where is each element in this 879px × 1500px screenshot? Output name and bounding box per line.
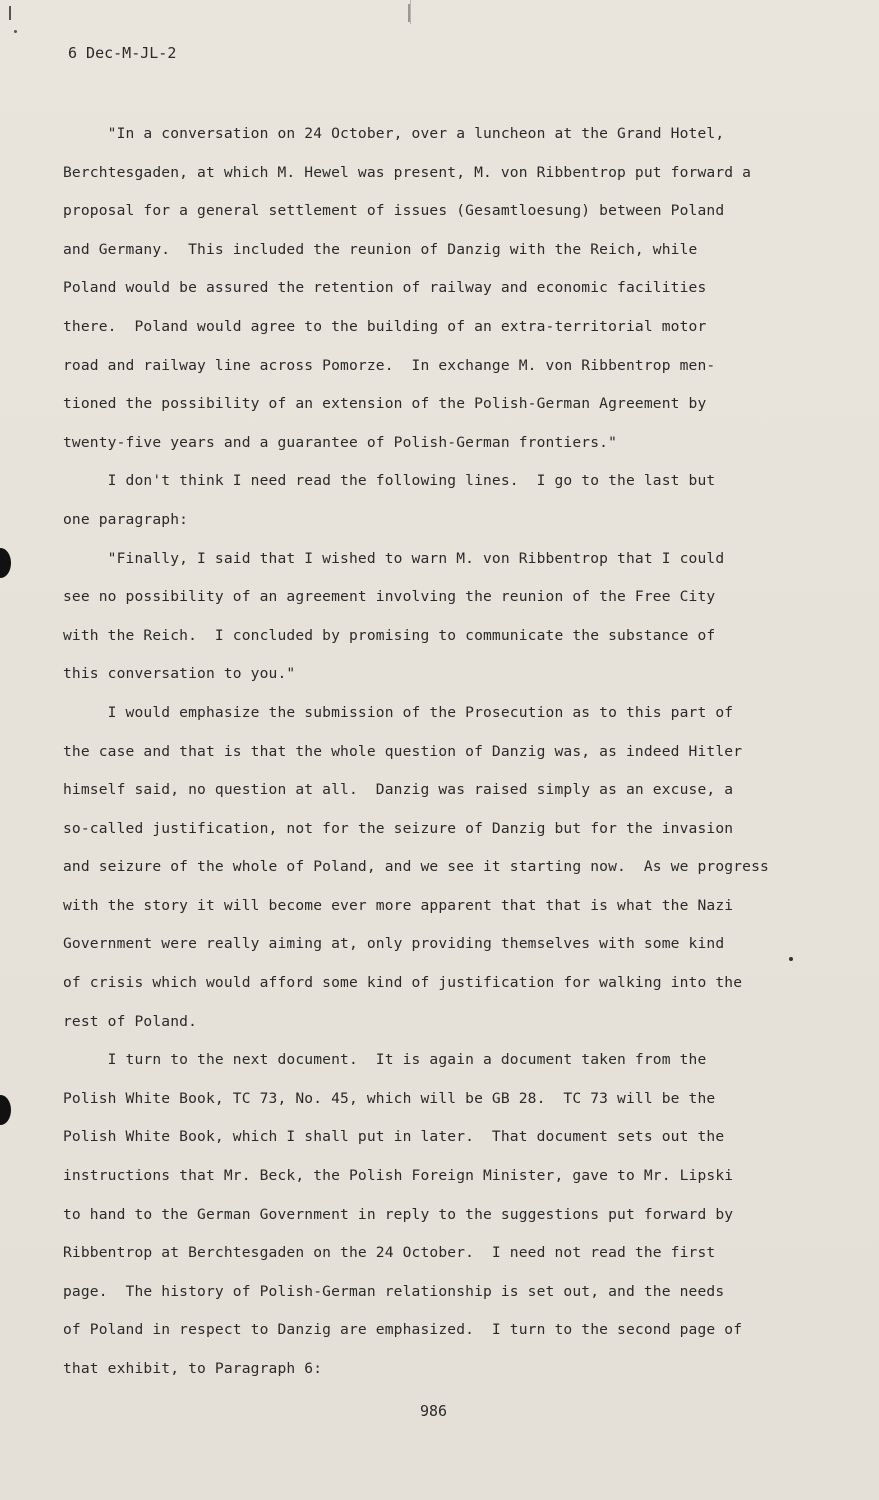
text-line: there. Poland would agree to the building of an extra-territorial motor [63,317,707,335]
text-line: so-called justification, not for the seizure of Danzig but for the invasion [63,819,734,837]
text-line: to hand to the German Government in reply to the suggestions put forward by [63,1205,734,1223]
margin-dot [14,30,17,33]
text-line: with the Reich. I concluded by promising to communicate the substance of [63,626,716,644]
text-line: I don't think I need read the following lines. I go to the last but [63,472,716,490]
text-line: Ribbentrop at Berchtesgaden on the 24 October. I need not read the first [63,1244,716,1262]
text-line: with the story it will become ever more apparent that that is what the Nazi [63,896,734,914]
text-line: the case and that is that the whole question of Danzig was, as indeed Hitler [63,742,743,760]
text-line: "Finally, I said that I wished to warn M. von Ribbentrop that I could [63,549,725,567]
text-line: page. The history of Polish-German relationship is set out, and the needs [63,1282,725,1300]
text-line: Government were really aiming at, only providing themselves with some kind [63,935,725,953]
text-line: that exhibit, to Paragraph 6: [63,1360,323,1377]
text-line: himself said, no question at all. Danzig was raised simply as an excuse, a [63,781,734,799]
text-line: "In a conversation on 24 October, over a luncheon at the Grand Hotel, [63,125,725,142]
text-line: of Poland in respect to Danzig are emphasized. I turn to the second page of [63,1321,743,1339]
text-line: and seizure of the whole of Poland, and we see it starting now. As we progress [63,858,769,876]
text-line: instructions that Mr. Beck, the Polish Foreign Minister, gave to Mr. Lipski [63,1167,734,1185]
text-line: Berchtesgaden, at which M. Hewel was present, M. von Ribbentrop put forward a [63,163,752,181]
text-line: this conversation to you." [63,665,296,683]
text-line: of crisis which would afford some kind of justification for walking into the [63,974,743,992]
text-line: Polish White Book, TC 73, No. 45, which will be GB 28. TC 73 will be the [63,1089,716,1107]
text-line: I turn to the next document. It is again a document taken from the [63,1051,707,1069]
text-line: and Germany. This included the reunion of Danzig with the Reich, while [63,240,698,258]
page-identifier: 6 Dec-M-JL-2 [68,44,177,62]
text-line: proposal for a general settlement of issues (Gesamtloesung) between Poland [63,202,725,220]
text-line: one paragraph: [63,510,189,528]
text-line: see no possibility of an agreement involving the reunion of the Free City [63,588,716,606]
text-line: road and railway line across Pomorze. In exchange M. von Ribbentrop men- [63,356,716,374]
text-line: tioned the possibility of an extension of the Polish-German Agreement by [63,395,707,413]
text-line: Polish White Book, which I shall put in later. That document sets out the [63,1128,725,1146]
text-line: I would emphasize the submission of the Prosecution as to this part of [63,703,734,721]
page-number: 986 [420,1402,448,1420]
text-line: twenty-five years and a guarantee of Polish-German frontiers." [63,433,618,451]
text-line: Poland would be assured the retention of railway and economic facilities [63,279,707,297]
stray-ink-dot [789,957,793,961]
punch-hole-lower [0,1095,11,1125]
text-line: rest of Poland. [63,1012,198,1030]
margin-tick-mark [9,6,11,20]
punch-hole-upper [0,548,11,578]
center-crease-mark-2 [410,0,411,24]
transcript-body [63,115,833,1389]
